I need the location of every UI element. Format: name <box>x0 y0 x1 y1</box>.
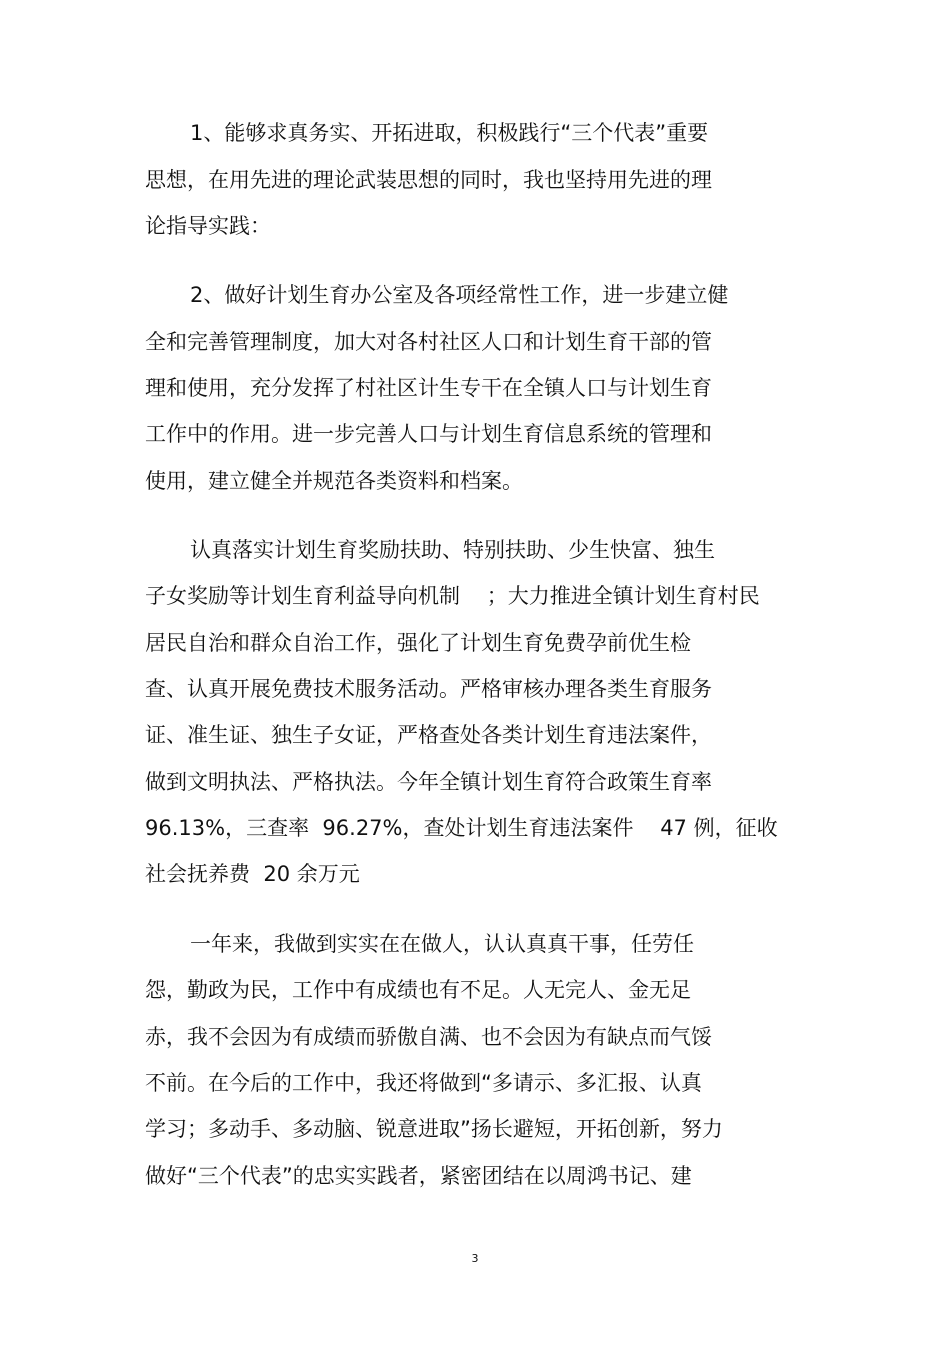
text-line: 做到文明执法、严格执法。今年全镇计划生育符合政策生育率 <box>145 770 712 794</box>
text-line: 论指导实践： <box>145 214 271 238</box>
text-line: 一年来，我做到实实在在做人，认认真真干事，任劳任 <box>190 932 694 956</box>
text-line: 学习；多动手、多动脑、锐意进取”扬长避短，开拓创新，努力 <box>145 1117 723 1141</box>
text-line: 认真落实计划生育奖励扶助、特别扶助、少生快富、独生 <box>190 538 715 562</box>
text-line: 思想，在用先进的理论武装思想的同时，我也坚持用先进的理 <box>145 168 712 192</box>
text-line: 社会抚养费 20 余万元 <box>145 862 360 886</box>
text-line: 查、认真开展免费技术服务活动。严格审核办理各类生育服务 <box>145 677 712 701</box>
text-line: 工作中的作用。进一步完善人口与计划生育信息系统的管理和 <box>145 422 712 446</box>
page-number: 3 <box>471 1252 479 1265</box>
text-line: 1、能够求真务实、开拓进取，积极践行“三个代表”重要 <box>190 121 709 145</box>
text-line: 做好“三个代表”的忠实实践者，紧密团结在以周鸿书记、建 <box>145 1164 692 1188</box>
text-line: 理和使用，充分发挥了村社区计生专干在全镇人口与计划生育 <box>145 376 712 400</box>
text-line: 使用，建立健全并规范各类资料和档案。 <box>145 469 523 493</box>
text-line: 子女奖励等计划生育利益导向机制 ；大力推进全镇计划生育村民 <box>145 584 760 608</box>
text-line: 96.13%，三查率 96.27%，查处计划生育违法案件 47 例，征收 <box>145 816 778 840</box>
text-line: 2、做好计划生育办公室及各项经常性工作，进一步建立健 <box>190 283 729 307</box>
text-line: 不前。在今后的工作中，我还将做到“多请示、多汇报、认真 <box>145 1071 702 1095</box>
text-line: 全和完善管理制度，加大对各村社区人口和计划生育干部的管 <box>145 330 712 354</box>
text-line: 怨，勤政为民，工作中有成绩也有不足。人无完人、金无足 <box>145 978 691 1002</box>
text-line: 证、准生证、独生子女证，严格查处各类计划生育违法案件， <box>145 723 712 747</box>
text-line: 赤，我不会因为有成绩而骄傲自满、也不会因为有缺点而气馁 <box>145 1025 712 1049</box>
text-line: 居民自治和群众自治工作，强化了计划生育免费孕前优生检 <box>145 631 691 655</box>
